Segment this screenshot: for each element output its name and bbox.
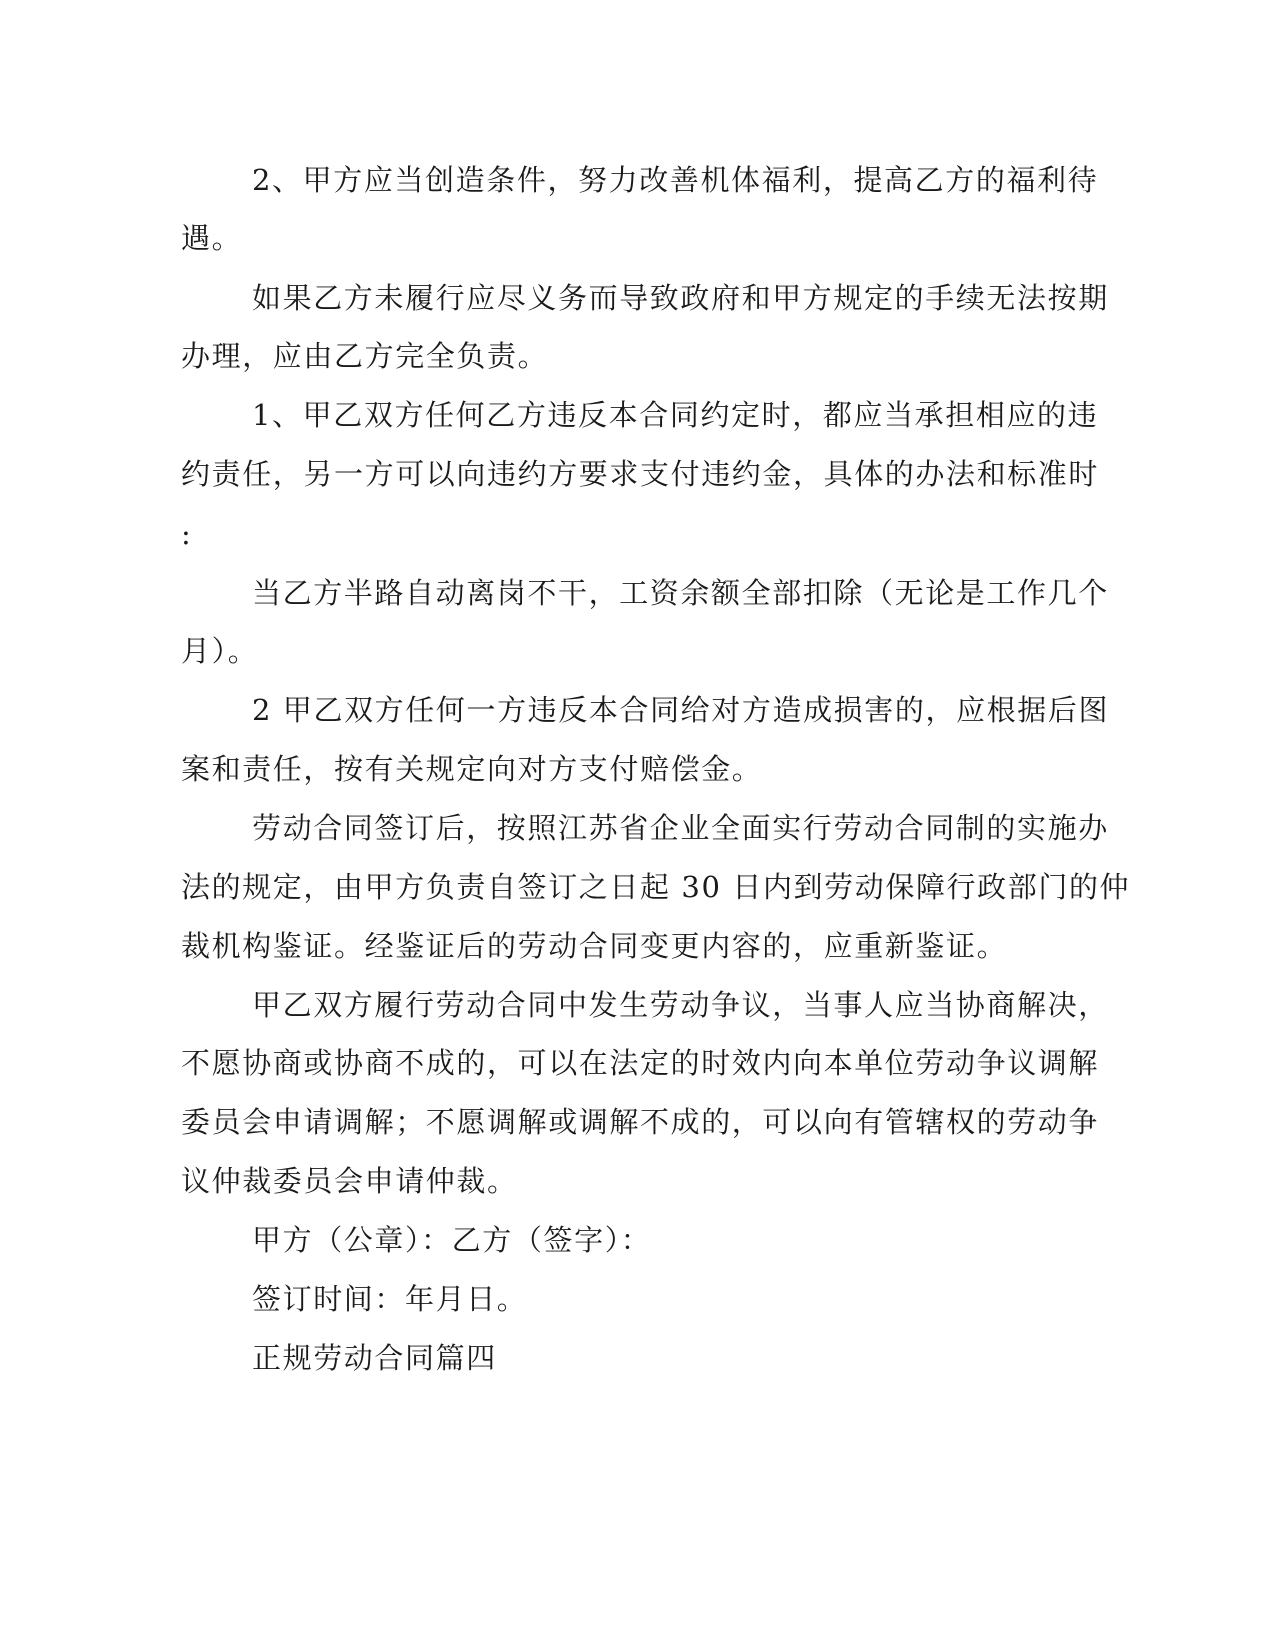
paragraph-6-line-2: 法的规定，由甲方负责自签订之日起 30 日内到劳动保障行政部门的仲	[181, 870, 1131, 904]
paragraph-1-line-1: 2、甲方应当创造条件，努力改善机体福利，提高乙方的福利待	[252, 163, 1099, 197]
signature-line: 甲方（公章）：乙方（签字）：	[252, 1223, 652, 1257]
paragraph-2-line-2: 办理，应由乙方完全负责。	[181, 339, 549, 373]
signing-date-line: 签订时间：年月日。	[252, 1282, 528, 1316]
paragraph-7-line-1: 甲乙双方履行劳动合同中发生劳动争议，当事人应当协商解决，	[252, 988, 1109, 1022]
paragraph-3-line-2: 约责任，另一方可以向违约方要求支付违约金，具体的办法和标准时	[181, 457, 1100, 491]
paragraph-3-line-1: 1、甲乙双方任何乙方违反本合同约定时，都应当承担相应的违	[252, 398, 1099, 432]
paragraph-5-line-1: 2 甲乙双方任何一方违反本合同给对方造成损害的，应根据后图	[252, 693, 1110, 727]
paragraph-3-line-3: :	[181, 517, 193, 551]
paragraph-6-line-1: 劳动合同签订后，按照江苏省企业全面实行劳动合同制的实施办	[252, 811, 1109, 845]
paragraph-7-line-4: 议仲裁委员会申请仲裁。	[181, 1164, 518, 1198]
section-heading: 正规劳动合同篇四	[252, 1341, 497, 1375]
paragraph-2-line-1: 如果乙方未履行应尽义务而导致政府和甲方规定的手续无法按期	[252, 281, 1109, 315]
paragraph-5-line-2: 案和责任，按有关规定向对方支付赔偿金。	[181, 752, 763, 786]
paragraph-7-line-3: 委员会申请调解；不愿调解或调解不成的，可以向有管辖权的劳动争	[181, 1105, 1100, 1139]
paragraph-6-line-3: 裁机构鉴证。经鉴证后的劳动合同变更内容的，应重新鉴证。	[181, 929, 1008, 963]
paragraph-1-line-2: 遇。	[181, 221, 243, 255]
paragraph-4-line-1: 当乙方半路自动离岗不干，工资余额全部扣除（无论是工作几个	[252, 576, 1109, 610]
paragraph-7-line-2: 不愿协商或协商不成的，可以在法定的时效内向本单位劳动争议调解	[181, 1046, 1100, 1080]
paragraph-4-line-2: 月）。	[181, 634, 259, 668]
